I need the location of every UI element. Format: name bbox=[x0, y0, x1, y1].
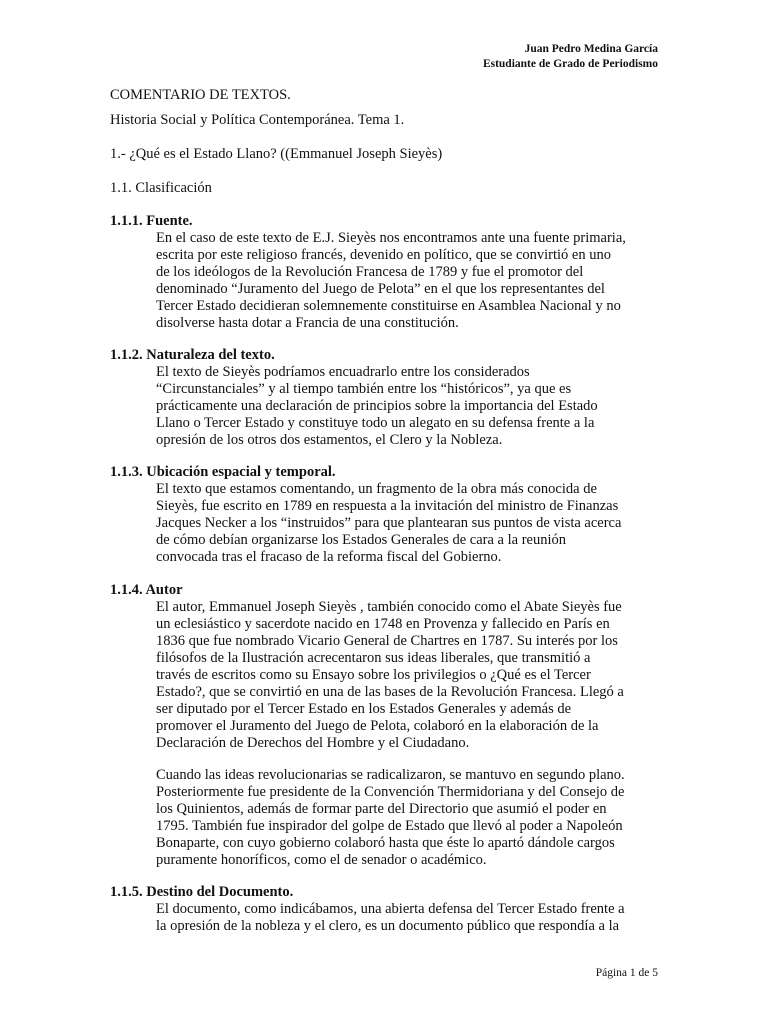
text-line: Tercer Estado decidieran solemnemente constituirse en Asamblea Nacional y no bbox=[156, 298, 621, 314]
section-body-destino bbox=[156, 901, 676, 935]
section-heading-fuente: 1.1.1. Fuente. bbox=[110, 213, 193, 229]
text-line: El texto de Sieyès podríamos encuadrarlo entre los considerados bbox=[156, 364, 530, 380]
text-line: través de escritos como su Ensayo sobre los privilegios o ¿Qué es el Tercer bbox=[156, 667, 591, 683]
text-line: Llano o Tercer Estado y constituye todo un alegato en su defensa frente a la bbox=[156, 415, 595, 431]
section-body-autor bbox=[156, 599, 676, 752]
text-line: Estado?, que se convirtió en una de las bases de la Revolución Francesa. Llegó a bbox=[156, 684, 624, 700]
text-line: ser diputado por el Tercer Estado en los Estados Generales y además de bbox=[156, 701, 572, 717]
section-body-naturaleza bbox=[156, 364, 676, 449]
text-line: de los ideólogos de la Revolución Francesa de 1789 y fue el promotor del bbox=[156, 264, 584, 280]
author-name: Juan Pedro Medina García bbox=[524, 43, 658, 55]
section-heading-ubicacion: 1.1.3. Ubicación espacial y temporal. bbox=[110, 464, 336, 480]
section-heading-naturaleza: 1.1.2. Naturaleza del texto. bbox=[110, 347, 275, 363]
text-line: El documento, como indicábamos, una abierta defensa del Tercer Estado frente a bbox=[156, 901, 625, 917]
page-number: Página 1 de 5 bbox=[595, 967, 658, 979]
question-heading: 1.- ¿Qué es el Estado Llano? ((Emmanuel Joseph Sieyès) bbox=[110, 146, 443, 162]
text-line: 1795. También fue inspirador del golpe de Estado que llevó al poder a Napoleón bbox=[156, 818, 623, 834]
classification-heading: 1.1. Clasificación bbox=[110, 180, 212, 196]
text-line: Jacques Necker a los “instruidos” para que plantearan sus puntos de vista acerca bbox=[156, 515, 622, 531]
section-heading-destino: 1.1.5. Destino del Documento. bbox=[110, 884, 294, 900]
text-line: En el caso de este texto de E.J. Sieyès nos encontramos ante una fuente primaria, bbox=[156, 230, 626, 246]
text-line: Bonaparte, con cuyo gobierno colaboró hasta que éste lo apartó dándole cargos bbox=[156, 835, 615, 851]
text-line: convocada tras el fracaso de la reforma fiscal del Gobierno. bbox=[156, 549, 502, 565]
section-body-autor-2 bbox=[156, 767, 676, 869]
section-heading-autor: 1.1.4. Autor bbox=[110, 582, 183, 598]
text-line: disolverse hasta dotar a Francia de una constitución. bbox=[156, 315, 459, 331]
author-role: Estudiante de Grado de Periodismo bbox=[482, 58, 658, 70]
text-line: de cómo debían organizarse los Estados Generales de cara a la reunión bbox=[156, 532, 566, 548]
text-line: filósofos de la Ilustración acrecentaron sus ideas liberales, que transmitió a bbox=[156, 650, 591, 666]
text-line: El autor, Emmanuel Joseph Sieyès , también conocido como el Abate Sieyès fue bbox=[156, 599, 622, 615]
text-line: “Circunstanciales” y al tiempo también entre los “históricos”, ya que es bbox=[156, 381, 572, 397]
text-line: puramente honoríficos, como el de senador o académico. bbox=[156, 852, 487, 868]
text-line: Posteriormente fue presidente de la Convención Thermidoriana y del Consejo de bbox=[156, 784, 625, 800]
text-line: Sieyès, fue escrito en 1789 en respuesta a la invitación del ministro de Finanzas bbox=[156, 498, 619, 514]
text-line: prácticamente una declaración de principios sobre la importancia del Estado bbox=[156, 398, 598, 414]
text-line: un eclesiástico y sacerdote nacido en 1748 en Provenza y fallecido en París en bbox=[156, 616, 610, 632]
text-line: opresión de los otros dos estamentos, el Clero y la Nobleza. bbox=[156, 432, 503, 448]
text-line: los Quinientos, además de formar parte del Directorio que asumió el poder en bbox=[156, 801, 607, 817]
text-line: El texto que estamos comentando, un fragmento de la obra más conocida de bbox=[156, 481, 597, 497]
text-line: la opresión de la nobleza y el clero, es un documento público que respondía a la bbox=[156, 918, 620, 934]
section-body-fuente bbox=[156, 230, 676, 332]
author-header bbox=[483, 42, 658, 72]
text-line: denominado “Juramento del Juego de Pelota” en el que los representantes del bbox=[156, 281, 605, 297]
text-line: Declaración de Derechos del Hombre y el Ciudadano. bbox=[156, 735, 470, 751]
document-title: COMENTARIO DE TEXTOS. bbox=[110, 87, 291, 103]
text-line: Cuando las ideas revolucionarias se radicalizaron, se mantuvo en segundo plano. bbox=[156, 767, 625, 783]
document-subtitle: Historia Social y Política Contemporánea. Tema 1. bbox=[110, 112, 405, 128]
text-line: promover el Juramento del Juego de Pelota, colaboró en la elaboración de la bbox=[156, 718, 599, 734]
text-line: escrita por este religioso francés, devenido en político, que se convirtió en uno bbox=[156, 247, 611, 263]
text-line: 1836 que fue nombrado Vicario General de Chartres en 1787. Su interés por los bbox=[156, 633, 618, 649]
section-body-ubicacion bbox=[156, 481, 676, 566]
